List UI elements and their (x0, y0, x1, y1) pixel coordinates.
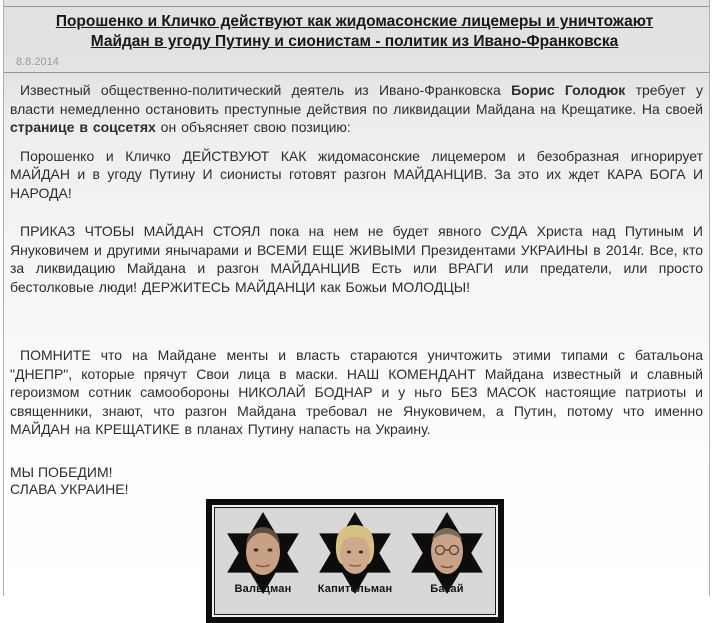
placard-panel (214, 507, 496, 615)
placard-label: Капительман (317, 582, 393, 595)
article-title-link[interactable]: Порошенко и Кличко действуют как жидомасонские лицемеры и уничтожают Майдан в угоду Путину и сионистам - политик из Ивано-Франковска (55, 13, 654, 50)
slogan-line-1: МЫ ПОБЕДИМ! (10, 463, 113, 480)
placard-figure-left (219, 512, 307, 604)
paragraph-intro (10, 81, 703, 137)
social-page-mention: странице в соцсетях (10, 119, 156, 135)
paragraph-quote-3: ПОМНИТЕ что на Майдане менты и власть стараются уничтожить этими типами с батальона "ДНЕПР", которые прячут Свои лица в маски. НАШ КОМЕНДАНТ Майдана известный и славный героизмом сотник самообороны НИКОЛАЙ БОДНАР и у ньго БЕЗ МАСОК настоящие патриоты и священники, знают, что разгон Майдана требовал не Януковичем, а Путин, потому что именно МАЙДАН на КРЕЩАТИКЕ в планах Путину напасть на Украину. (10, 347, 703, 437)
portrait-right (427, 524, 467, 576)
author-name: Борис Голодюк (511, 82, 626, 98)
placard-frame (212, 505, 498, 617)
placard-label: Бакай (430, 582, 464, 595)
article-body (4, 73, 709, 623)
article-date: 8.8.2014 (16, 56, 59, 68)
portrait-left (243, 524, 283, 576)
paragraph-intro-text: Известный общественно-политический деятель из Ивано-Франковска (20, 82, 512, 98)
article-header (4, 6, 709, 73)
slogans-block (10, 464, 703, 498)
paragraph-intro-text: требует у власти немедленно остановить преступные действия по ликвидации Майдана на Крещатике. На своей (10, 82, 703, 117)
placard-figure-center (311, 512, 399, 604)
placard-image (206, 499, 504, 623)
paragraph-quote-1: Порошенко и Кличко ДЕЙСТВУЮТ КАК жидомасонские лицемером и безобразная игнорирует МАЙДАН и в угоду Путину И сионисты готовят разгон МАЙДАНЦИВ. За это их ждет КАРА БОГА И НАРОДА! (10, 147, 703, 201)
placard-label: Вальцман (234, 582, 292, 595)
portrait-center (333, 524, 377, 578)
paragraph-intro-text: он объясняет свою позицию: (155, 119, 351, 135)
article-column (3, 0, 710, 596)
placard-figure-right (403, 512, 491, 604)
paragraph-quote-2: ПРИКАЗ ЧТОБЫ МАЙДАН СТОЯЛ пока на нем не будет явного СУДА Христа над Путиным И Януковичем и другими янычарами и ВСЕМИ ЕЩЕ ЖИВЫМИ Президентами УКРАИНЫ в 2014г. Все, кто за ликвидацию Майдана и разгон МАЙДАНЦИВ Есть или ВРАГИ или предатели, или просто бестолковые люди! ДЕРЖИТЕСЬ МАЙДАНЦИ как Божьи МОЛОДЦЫ! (10, 223, 703, 295)
slogan-line-2: СЛАВА УКРАИНЕ! (10, 480, 129, 497)
